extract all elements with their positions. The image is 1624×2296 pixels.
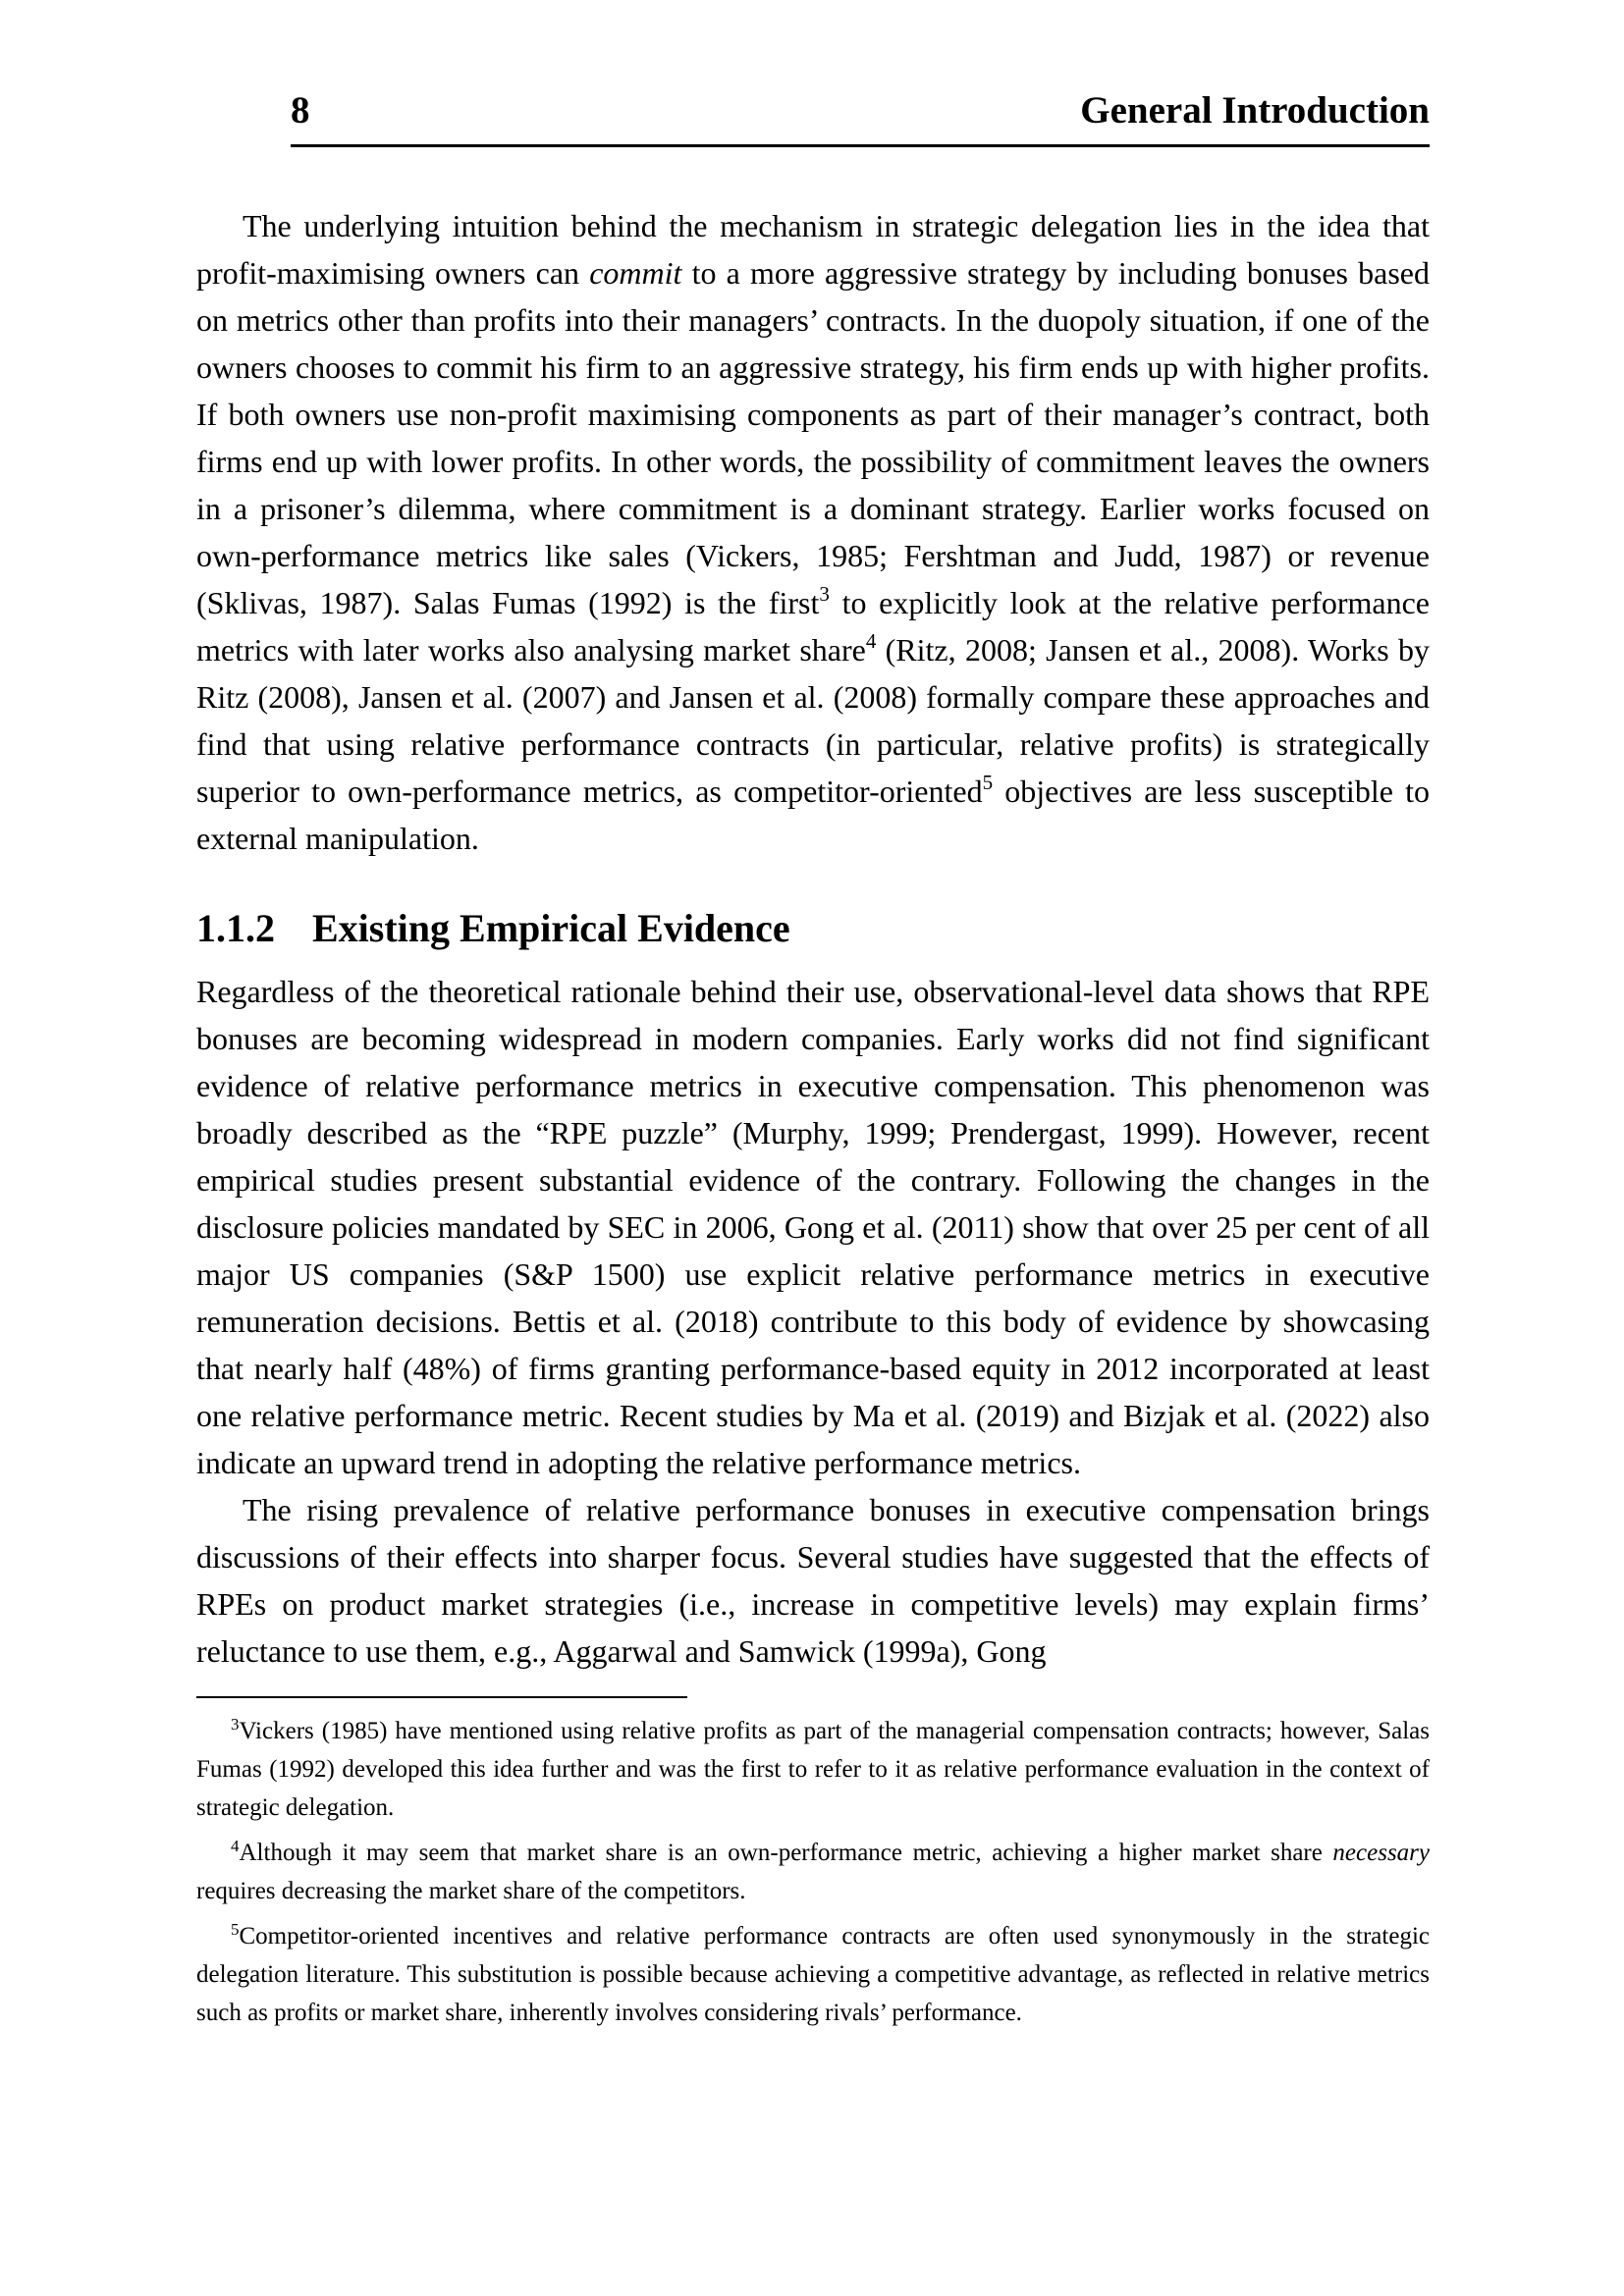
footnote-text: Although it may seem that market share is an own-performance metric, achieving a higher market share necessary requires decreasing the market share of the competitors. <box>196 1839 1430 1904</box>
footnote-marker: 4 <box>231 1836 240 1855</box>
footnote-separator-rule <box>196 1696 687 1698</box>
footnote <box>196 1712 1430 1827</box>
footnote-text: Competitor-oriented incentives and relative performance contracts are often used synonymously in the strategic delegation literature. This substitution is possible because achieving a competitive advantage, as reflected in relative metrics such as profits or market share, inherently involves considering rivals’ performance. <box>196 1922 1430 2026</box>
running-title: General Introduction <box>1080 89 1430 132</box>
footnotes <box>196 1712 1430 2032</box>
paragraph: The underlying intuition behind the mechanism in strategic delegation lies in the idea that profit-maximising owners can commit to a more aggressive strategy by including bonuses based on metrics other than profits into their managers’ contracts. In the duopoly situation, if one of the owners chooses to commit his firm to an aggressive strategy, his firm ends up with higher profits. If both owners use non-profit maximising components as part of their manager’s contract, both firms end up with lower profits. In other words, the possibility of commitment leaves the owners in a prisoner’s dilemma, where commitment is a dominant strategy. Earlier works focused on own-performance metrics like sales (Vickers, 1985; Fershtman and Judd, 1987) or revenue (Sklivas, 1987). Salas Fumas (1992) is the first$^3$ to explicitly look at the relative performance metrics with later works also analysing market share$^4$ (Ritz, 2008; Jansen et al., 2008). Works by Ritz (2008), Jansen et al. (2007) and Jansen et al. (2008) formally compare these approaches and find that using relative performance contracts (in particular, relative profits) is strategically superior to own-performance metrics, as competitor-oriented$^5$ objectives are less susceptible to external manipulation. <box>196 207 1431 856</box>
body-text <box>196 202 1430 1675</box>
footnote-marker: 5 <box>231 1919 240 1939</box>
page-header <box>291 90 1430 147</box>
footnote <box>196 1834 1430 1910</box>
footnote-text: Vickers (1985) have mentioned using relative profits as part of the managerial compensation contracts; however, Salas Fumas (1992) developed this idea further and was the first to refer to it as relative performance evaluation in the context of strategic delegation. <box>196 1717 1430 1821</box>
section-heading <box>196 903 1430 954</box>
text-block <box>196 0 1430 2039</box>
footnote <box>196 1917 1430 2032</box>
paragraph: The rising prevalence of relative performance bonuses in executive compensation brings discussions of their effects into sharper focus. Several studies have suggested that the effects of RPEs on product market strategies (i.e., increase in competitive levels) may explain firms’ reluctance to use them, e.g., Aggarwal and Samwick (1999a), Gong <box>196 1491 1430 1669</box>
section-title: Existing Empirical Evidence <box>312 905 790 950</box>
section-number: 1.1.2 <box>196 905 275 950</box>
footnote-marker: 3 <box>231 1714 240 1734</box>
paragraph: Regardless of the theoretical rationale behind their use, observational-level data shows that RPE bonuses are becoming widespread in modern companies. Early works did not find significant evidence of relative performance metrics in executive compensation. This phenomenon was broadly described as the “RPE puzzle” (Murphy, 1999; Prendergast, 1999). However, recent empirical studies present substantial evidence of the contrary. Following the changes in the disclosure policies mandated by SEC in 2006, Gong et al. (2011) show that over 25 per cent of all major US companies (S&P 1500) use explicit relative performance metrics in executive remuneration decisions. Bettis et al. (2018) contribute to this body of evidence by showcasing that nearly half (48%) of firms granting performance-based equity in 2012 incorporated at least one relative performance metric. Recent studies by Ma et al. (2019) and Bizjak et al. (2022) also indicate an upward trend in adopting the relative performance metrics. <box>196 973 1430 1480</box>
page-number: 8 <box>291 89 310 132</box>
